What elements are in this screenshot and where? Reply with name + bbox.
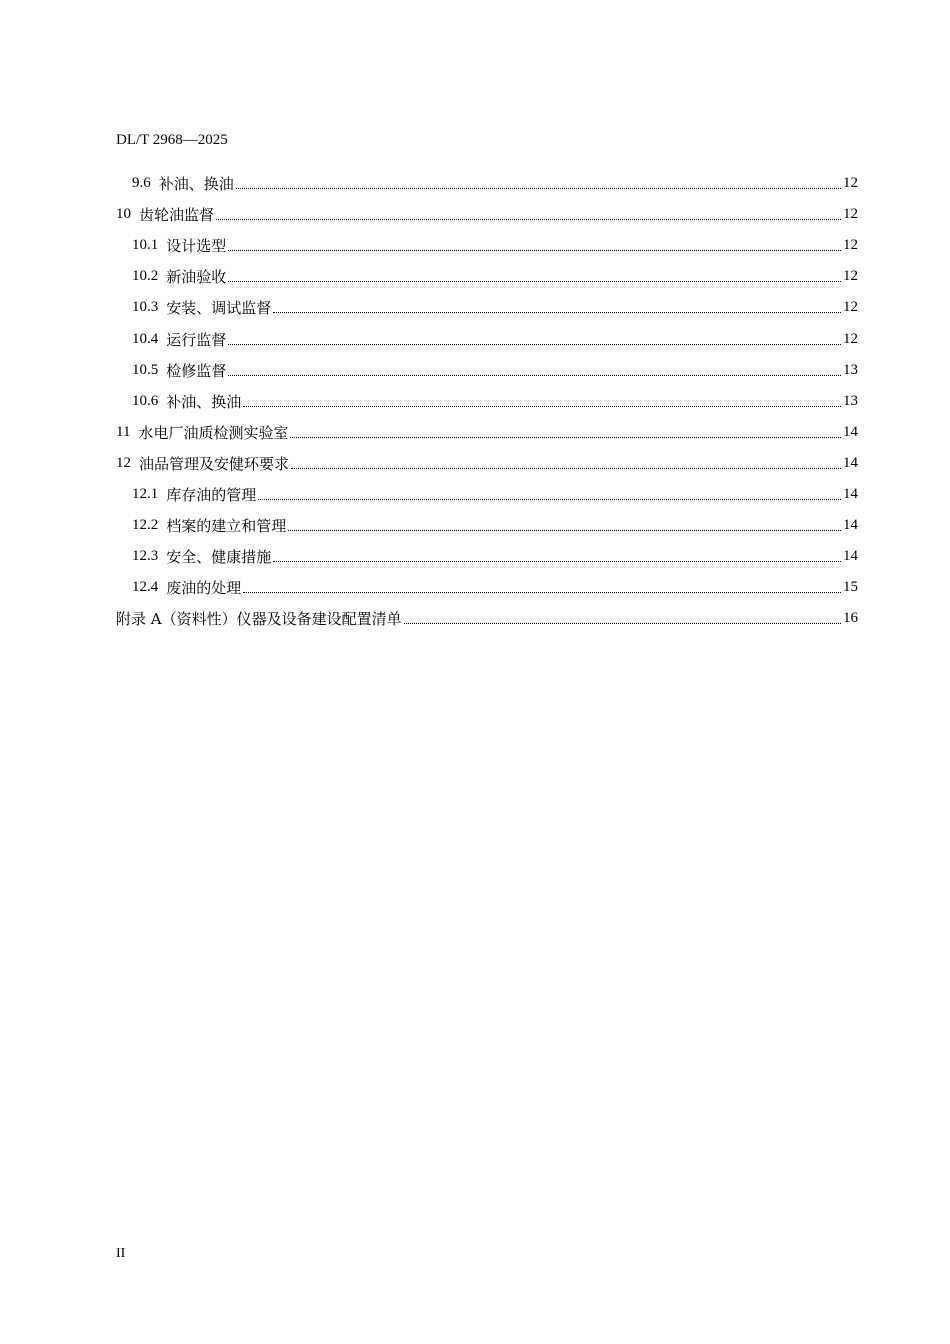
toc-entry[interactable] <box>116 479 858 510</box>
toc-entry-number: 10.6 <box>132 392 159 409</box>
toc-entry[interactable] <box>116 572 858 603</box>
toc-entry-page: 14 <box>843 423 858 440</box>
toc-leader-dots <box>273 561 841 562</box>
toc-entry[interactable] <box>116 417 858 448</box>
toc-leader-dots <box>216 219 841 220</box>
toc-entry-number: 12.3 <box>132 548 159 565</box>
toc-entry-page: 12 <box>843 330 858 347</box>
toc-entry[interactable] <box>116 261 858 292</box>
toc-entry-title: 油品管理及安健环要求 <box>139 454 290 473</box>
toc-entry-page: 12 <box>843 175 858 192</box>
toc-leader-dots <box>258 499 841 500</box>
toc-leader-dots <box>288 530 841 531</box>
toc-leader-dots <box>291 468 841 469</box>
toc-entry[interactable] <box>116 168 858 199</box>
toc-entry-number: 11 <box>116 423 131 440</box>
toc-entry-number: 9.6 <box>132 175 151 192</box>
toc-leader-dots <box>228 281 841 282</box>
toc-leader-dots <box>236 188 841 189</box>
toc-entry[interactable] <box>116 355 858 386</box>
toc-entry-number: 10.5 <box>132 361 159 378</box>
toc-entry-title: 运行监督 <box>166 330 227 349</box>
toc-entry-page: 14 <box>843 517 858 534</box>
toc-entry-number: 10.3 <box>132 299 159 316</box>
toc-entry-number: 10 <box>116 206 131 223</box>
toc-entry-title: 设计选型 <box>166 237 227 256</box>
toc-entry[interactable] <box>116 448 858 479</box>
toc-entry[interactable] <box>116 230 858 261</box>
toc-entry-title: 检修监督 <box>166 361 227 380</box>
toc-entry-page: 12 <box>843 206 858 223</box>
toc-leader-dots <box>290 437 841 438</box>
table-of-contents <box>116 168 858 634</box>
toc-entry[interactable] <box>116 323 858 354</box>
page-number: II <box>116 1246 126 1261</box>
toc-entry-title: 补油、换油 <box>158 175 234 194</box>
toc-entry-number: 10.4 <box>132 330 159 347</box>
toc-entry-number: 12.4 <box>132 579 159 596</box>
toc-entry-page: 12 <box>843 237 858 254</box>
toc-leader-dots <box>228 375 841 376</box>
toc-entry-page: 14 <box>843 548 858 565</box>
toc-entry-page: 13 <box>843 392 858 409</box>
toc-entry-number: 10.1 <box>132 237 159 254</box>
toc-entry[interactable] <box>116 199 858 230</box>
toc-entry[interactable] <box>116 510 858 541</box>
toc-entry[interactable] <box>116 603 858 634</box>
toc-entry-page: 14 <box>843 454 858 471</box>
toc-entry[interactable] <box>116 541 858 572</box>
toc-entry[interactable] <box>116 386 858 417</box>
document-number: DL/T 2968—2025 <box>116 132 228 148</box>
toc-entry-number: 12 <box>116 454 131 471</box>
toc-leader-dots <box>228 344 841 345</box>
toc-entry-title: 补油、换油 <box>166 392 242 411</box>
toc-entry-number: 12.2 <box>132 517 159 534</box>
toc-leader-dots <box>243 592 841 593</box>
toc-entry-title: 库存油的管理 <box>166 485 257 504</box>
toc-leader-dots <box>273 312 841 313</box>
toc-entry-number: 12.1 <box>132 485 159 502</box>
toc-entry-page: 12 <box>843 299 858 316</box>
toc-leader-dots <box>243 406 841 407</box>
toc-entry-page: 16 <box>843 610 858 627</box>
toc-entry-number: 10.2 <box>132 268 159 285</box>
toc-entry-title: 齿轮油监督 <box>139 206 215 225</box>
toc-entry-title: 新油验收 <box>166 268 227 287</box>
toc-entry[interactable] <box>116 292 858 323</box>
toc-entry-title: 水电厂油质检测实验室 <box>138 423 289 442</box>
toc-leader-dots <box>228 250 841 251</box>
toc-entry-title: 附录 A（资料性）仪器及设备建设配置清单 <box>116 610 402 629</box>
toc-entry-page: 13 <box>843 361 858 378</box>
toc-entry-title: 档案的建立和管理 <box>166 517 287 536</box>
toc-entry-page: 15 <box>843 579 858 596</box>
toc-entry-page: 14 <box>843 485 858 502</box>
toc-entry-page: 12 <box>843 268 858 285</box>
toc-leader-dots <box>404 623 841 624</box>
toc-entry-title: 安装、调试监督 <box>166 299 272 318</box>
toc-entry-title: 废油的处理 <box>166 579 242 598</box>
toc-entry-title: 安全、健康措施 <box>166 548 272 567</box>
